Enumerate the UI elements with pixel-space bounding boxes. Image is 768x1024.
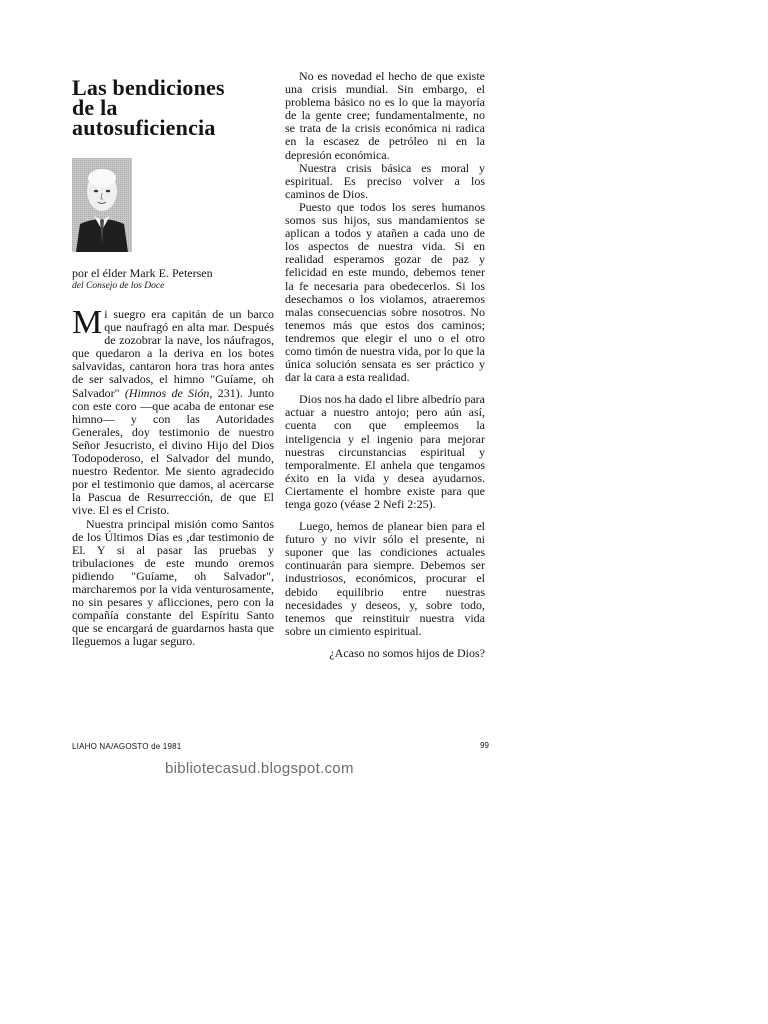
paragraph: Nuestra principal misión como Santos de los Últimos Días es ,dar testimonio de El. Y si al pasar las pruebas y tribulaciones de este mundo oremos pidiendo "Guíame, oh Salvador", marcharemos por la vida venturosamente, no sin pesares y aflicciones, pero con la compañía constante del Espíritu Santo que se encargará de guardarnos hasta que lleguemos a lugar seguro. <box>72 516 274 649</box>
paragraph-text: i suegro era capitán de un barco que naufragó en alta mar. Después de zozobrar la nave, los náufragos, que quedaron a la deriva en los botes salvavidas, cantaron hora tras hora antes de ser salvados, el himno "Guíame, oh Salvador" <box>72 307 274 400</box>
closing-question: ¿Acaso no somos hijos de Dios? <box>329 645 485 660</box>
title-line: de la <box>72 95 118 120</box>
publication-footer: LIAHO NA/AGOSTO de 1981 <box>72 742 182 751</box>
paragraph: Puesto que todos los seres humanos somos sus hijos, sus mandamientos se aplican a todos y atañen a cada uno de los aspectos de nuestra vida. Si en realidad esperamos gozar de paz y felicidad en este mundo, debemos tener la fe necesaria para obedecerlos. Si los desechamos o los violamos, atraeremos malas consecuencias sobre nosotros. No tenemos más que estos dos caminos; tendremos que elegir el uno o el otro como timón de nuestra vida, por lo que la única solución sensata es ser práctico y dar la cara a esta realidad. <box>285 199 485 385</box>
drop-cap: M <box>72 304 103 341</box>
paragraph: Luego, hemos de planear bien para el futuro y no vivir sólo el presente, ni suponer que las condiciones actuales continuarán para siempre. Debemos ser industriosos, económicos, procurar el debido equilibrio entre nuestras necesidades y deseos, y, sobre todo, tenemos que reinstituir nuestra vida sobre un cimiento espiritual. <box>285 519 485 638</box>
left-body-text <box>72 304 274 649</box>
title-line: Las bendiciones <box>72 75 225 100</box>
paragraph <box>72 304 274 518</box>
left-column <box>72 75 274 649</box>
paragraph: No es novedad el hecho de que existe una crisis mundial. Sin embargo, el problema básico no es lo que la mayoría de la gente cree; fundamentalmente, no se trata de la crisis económica ni radica en la escasez de petróleo ni en la depresión económica. <box>285 69 485 162</box>
paragraph: Dios nos ha dado el libre albedrío para actuar a nuestro antojo; pero aún así, cuenta con que empleemos la inteligencia y el ingenio para mejorar nuestras circunstancias espiritual y temporalmente. El anhela que tengamos éxito en la vida y desea ayudarnos. Ciertamente el hombre existe para que tenga gozo (véase 2 Nefi 2:25). <box>285 392 485 511</box>
hymn-reference: (Himnos de Sión, <box>124 385 213 400</box>
page-number: 99 <box>480 741 489 750</box>
right-column <box>285 70 485 660</box>
author-portrait-photo <box>72 158 132 252</box>
paragraph: Nuestra crisis básica es moral y espiritual. Es preciso volver a los caminos de Dios. <box>285 160 485 201</box>
watermark-text: bibliotecasud.blogspot.com <box>165 760 354 777</box>
author-role: del Consejo de los Doce <box>72 281 165 291</box>
paragraph-text: 231). Junto con este coro —que acaba de entonar ese himno— y con las Autoridades Generales, doy testimonio de nuestro Señor Jesucristo, el divino Hijo del Dios Todopoderoso, el Salvador del mundo, nuestro Redentor. Me siento agradecido por el testimonio que damos, al acercarse la Pascua de Resurrección, de que El vive. El es el Cristo. <box>72 385 274 518</box>
article-title <box>72 75 274 140</box>
author-byline: por el élder Mark E. Petersen <box>72 266 213 280</box>
title-line: autosuficiencia <box>72 115 216 140</box>
